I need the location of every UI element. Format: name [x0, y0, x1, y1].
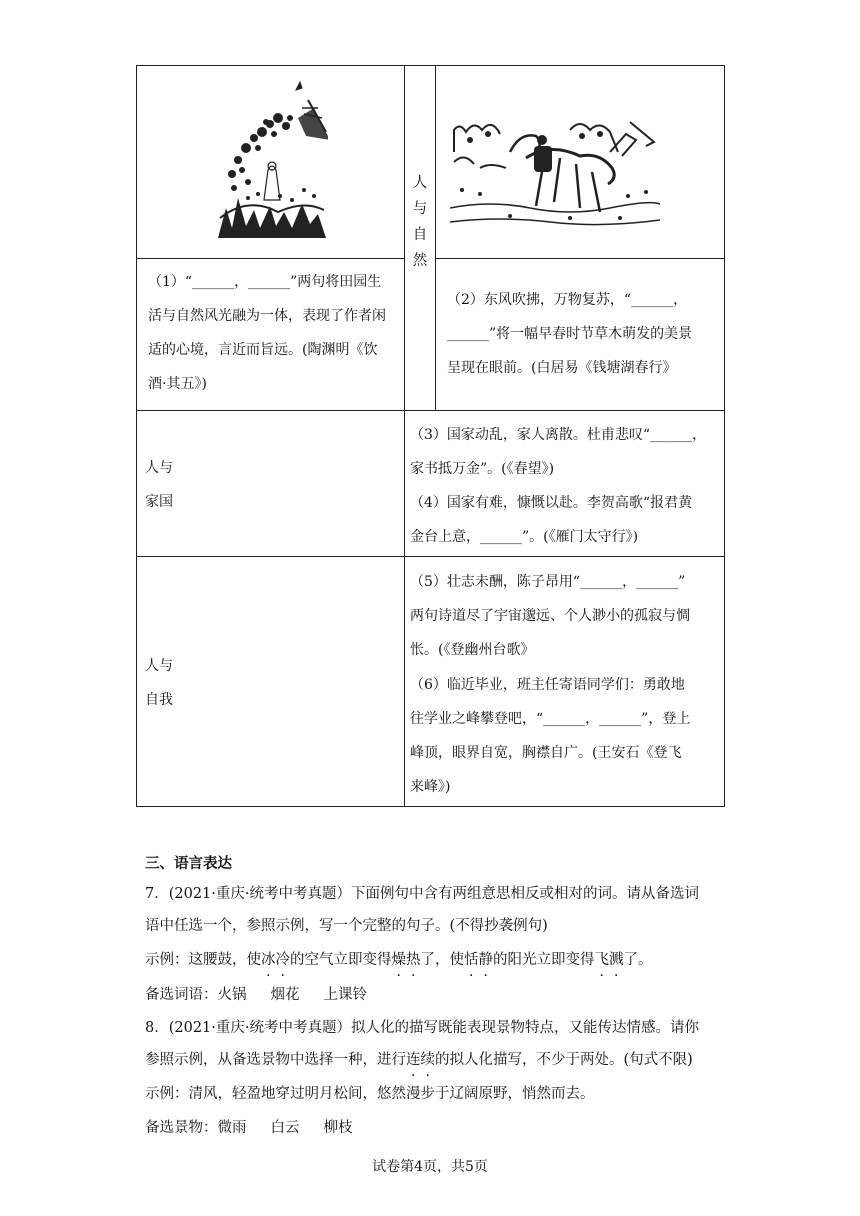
- example-text: 的阳光立即变得: [493, 952, 595, 968]
- question-3: [410, 418, 706, 486]
- section-heading: 三、语言表达: [145, 855, 232, 872]
- question-8-text: 参照示例，从备选景物中选择一种，进行: [145, 1052, 406, 1068]
- label-family-nation: [145, 451, 173, 519]
- question-1-line: （1）“______，______”两句将田园生: [148, 274, 382, 290]
- option-word: 烟花: [270, 987, 300, 1003]
- emphasis-char: 连: [406, 1052, 421, 1068]
- label-family-line: 人与: [145, 460, 173, 476]
- question-7-example: [145, 946, 653, 974]
- question-4: [410, 486, 692, 554]
- question-5: [410, 565, 690, 667]
- spring-ride-illustration: [450, 112, 660, 240]
- table-row-line-left: [136, 258, 404, 259]
- pastoral-illustration: [218, 78, 328, 248]
- table-divider-label: [435, 65, 436, 411]
- label-self-line: 人与: [145, 658, 173, 674]
- question-5-line: 两句诗道尽了宇宙邈远、个人渺小的孤寂与惆: [410, 608, 690, 624]
- label-nature-char: 与: [412, 201, 428, 217]
- example-text: 的空气立即变得: [290, 952, 392, 968]
- emphasis-char: 恬: [464, 952, 479, 968]
- table-border-top: [136, 65, 725, 66]
- question-2: [447, 283, 692, 385]
- emphasized-word: [392, 952, 421, 968]
- table-border-left: [136, 65, 137, 806]
- question-3-line: 家书抵万金”。(《春望》): [410, 461, 555, 477]
- question-6-line: （6）临近毕业，班主任寄语同学们：勇敢地: [410, 677, 685, 693]
- emphasized-word: [464, 952, 493, 968]
- question-4-line: 金台上意，______”。(《雁门太守行》): [410, 529, 639, 545]
- example-text: 示例：这腰鼓，使: [145, 952, 261, 968]
- emphasis-char: 溅: [609, 952, 624, 968]
- question-5-line: 怅。(《登幽州台歌》: [410, 642, 535, 658]
- emphasis-char: 热: [406, 952, 421, 968]
- option-word: 柳枝: [323, 1120, 353, 1136]
- emphasized-word: [261, 952, 290, 968]
- options-label: 备选词语：: [145, 987, 218, 1003]
- option-word: 白云: [270, 1120, 300, 1136]
- question-2-line: ______”将一幅早春时节草木萌发的美景: [447, 326, 693, 342]
- option-word: 微雨: [217, 1120, 247, 1136]
- example-text: 了。: [623, 952, 653, 968]
- question-6-line: 峰顶，眼界自宽，胸襟自广。(王安石《登飞: [410, 745, 682, 761]
- label-nature-char: 人: [412, 175, 428, 191]
- question-1-line: 酒·其五》): [148, 376, 207, 392]
- label-family-line: 家国: [145, 494, 173, 510]
- question-5-line: （5）壮志未酬，陈子昂用“______，______”: [410, 574, 686, 590]
- emphasis-char: 冰: [261, 952, 276, 968]
- emphasis-char: 燥: [391, 952, 406, 968]
- question-1-line: 适的心境，言近而旨远。(陶渊明《饮: [148, 342, 378, 358]
- question-6: [410, 668, 690, 804]
- label-self: [145, 649, 173, 717]
- question-1-line: 活与自然风光融为一体，表现了作者闲: [148, 308, 386, 324]
- emphasis-char: 续: [420, 1052, 435, 1068]
- question-8-line-1: 8．(2021·重庆·统考中考真题）拟人化的描写既能表现景物特点，又能传达情感。请你: [145, 1020, 699, 1036]
- table-border-right: [724, 65, 725, 806]
- label-nature-char: 自: [412, 227, 428, 243]
- question-8-options: [145, 1114, 353, 1142]
- question-8-example: 示例：清风，轻盈地穿过明月松间，悠然漫步于辽阔原野，悄然而去。: [145, 1086, 595, 1102]
- table-row-line-3: [136, 556, 725, 557]
- table-row-line-right: [435, 258, 724, 259]
- label-nature-char: 然: [412, 253, 428, 269]
- question-6-line: 往学业之峰攀登吧，“______，______”，登上: [410, 711, 691, 727]
- emphasis-char: 冷: [275, 952, 290, 968]
- question-2-line: 呈现在眼前。(白居易《钱塘湖春行》: [447, 360, 677, 376]
- question-6-line: 来峰》): [410, 779, 451, 795]
- emphasis-char: 飞: [594, 952, 609, 968]
- option-word: 上课铃: [323, 987, 367, 1003]
- options-label: 备选景物：: [145, 1120, 218, 1136]
- question-7-line-1: 7．(2021·重庆·统考中考真题）下面例句中含有两组意思相反或相对的词。请从备选词: [145, 886, 699, 902]
- example-text: 了，使: [420, 952, 464, 968]
- question-1: [148, 265, 386, 401]
- page-footer: 试卷第4页，共5页: [372, 1159, 488, 1175]
- table-row-line-2: [136, 410, 725, 411]
- emphasis-char: 静: [478, 952, 493, 968]
- table-border-bottom: [136, 806, 725, 807]
- emphasized-word: [595, 952, 624, 968]
- label-self-line: 自我: [145, 692, 173, 708]
- question-8-line-2: [145, 1046, 693, 1074]
- option-word: 火锅: [217, 987, 247, 1003]
- label-nature: [405, 170, 435, 274]
- question-8-text: 的拟人化描写，不少于两处。(句式不限): [435, 1052, 693, 1068]
- question-7-line-2: 语中任选一个，参照示例，写一个完整的句子。(不得抄袭例句): [145, 918, 548, 934]
- question-2-line: （2）东风吹拂，万物复苏，“______，: [447, 292, 688, 308]
- question-7-options: [145, 981, 367, 1009]
- question-4-line: （4）国家有难，慷慨以赴。李贺高歌“报君黄: [410, 495, 693, 511]
- emphasized-word: [406, 1052, 435, 1068]
- question-3-line: （3）国家动乱，家人离散。杜甫悲叹“______，: [410, 427, 707, 443]
